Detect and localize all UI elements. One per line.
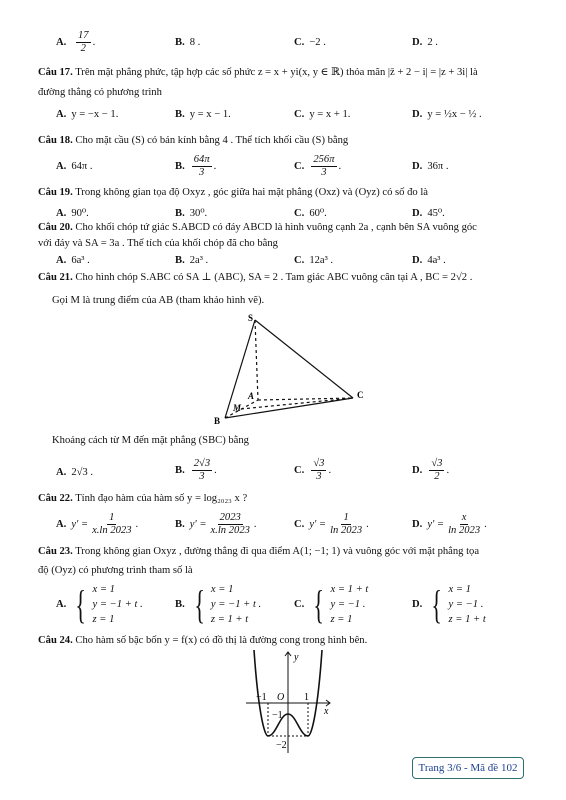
q22-option-a: A. y' = $\frac{1}{x.\ln 2023}$ . bbox=[56, 512, 139, 536]
q19-option-c: C. 60⁰. bbox=[294, 208, 327, 219]
page-footer: Trang 3/6 - Mã đề 102 bbox=[412, 757, 524, 779]
q22-text: Câu 22. Tính đạo hàm của hàm số y = log₂₀₂₃ x ? bbox=[38, 493, 248, 504]
q21-option-c: C. $\frac{√3}{3}$ . bbox=[294, 458, 332, 482]
q16-option-c: C. −2 . bbox=[294, 37, 326, 48]
label-c: C bbox=[357, 390, 364, 400]
q23-text-2: độ (Oyz) có phương trình tham số là bbox=[38, 565, 193, 576]
pyramid-figure bbox=[0, 308, 566, 438]
q16-option-d: D. 2 . bbox=[412, 37, 438, 48]
q18-option-d: D. 36π . bbox=[412, 161, 449, 172]
q22-option-b: B. y' = $\frac{2023}{x.\ln 2023}$ . bbox=[175, 512, 257, 536]
q19-option-a: A. 90⁰. bbox=[56, 208, 89, 219]
q24-text: Câu 24. Cho hàm số bậc bốn y = f(x) có đồ thị là đường cong trong hình bên. bbox=[38, 635, 368, 646]
label-m: M bbox=[233, 403, 242, 413]
q18-option-b: B. $\frac{64\pi}{3}$ . bbox=[175, 154, 217, 178]
label-s: S bbox=[248, 313, 254, 323]
q19-option-d: D. 45⁰. bbox=[412, 208, 445, 219]
q19-text: Câu 19. Trong không gian tọa độ Oxyz , góc giữa hai mặt phẳng (Oxz) và (Oyz) có số đo là bbox=[38, 187, 429, 198]
q23-option-a: A. { x = 1 y = −1 + t . z = 1 bbox=[56, 581, 143, 627]
q17-option-a: A. y = −x − 1. bbox=[56, 109, 119, 120]
graph-origin-label: O bbox=[277, 692, 285, 703]
graph-y-neg1-label: −1 bbox=[272, 710, 283, 721]
q18-option-c: C. $\frac{256\pi}{3}$ . bbox=[294, 154, 342, 178]
q17-text-2: đường thẳng có phương trình bbox=[38, 87, 162, 98]
q22-option-d: D. y' = $\frac{x}{\ln 2023}$ . bbox=[412, 512, 487, 536]
q23-option-b: B. { x = 1 y = −1 + t . z = 1 + t bbox=[175, 581, 262, 627]
label-b: B bbox=[214, 416, 221, 426]
graph-y-label: y bbox=[294, 652, 299, 663]
q18-text: Câu 18. Cho mặt cầu (S) có bán kính bằng 4 . Thể tích khối cầu (S) bằng bbox=[38, 135, 349, 146]
q21-option-d: D. $\frac{√3}{2}$ . bbox=[412, 458, 450, 482]
graph-y-neg2-label: −2 bbox=[276, 740, 287, 751]
q20-option-d: D. 4a³ . bbox=[412, 255, 446, 266]
q20-option-c: C. 12a³ . bbox=[294, 255, 334, 266]
q17-text: Câu 17. Trên mặt phẳng phức, tập hợp các số phức z = x + yi(x, y ∈ ℝ) thỏa mãn |z̄ + 2 − i| = |z + 3i| là bbox=[38, 67, 478, 78]
q16-option-a: A. $\frac{17}{2}$ . bbox=[56, 30, 96, 54]
graph-x-label: x bbox=[324, 706, 329, 717]
q21-text: Câu 21. Cho hình chóp S.ABC có SA ⊥ (ABC), SA = 2 . Tam giác ABC vuông cân tại A , BC = 2√2 . bbox=[38, 272, 473, 283]
q20-text: Câu 20. Cho khối chóp tứ giác S.ABCD có đáy ABCD là hình vuông cạnh 2a , cạnh bên SA vuông góc bbox=[38, 222, 477, 233]
q20-option-a: A. 6a³ . bbox=[56, 255, 90, 266]
q21-text-2: Gọi M là trung điểm của AB (tham khảo hình vẽ). bbox=[52, 295, 265, 306]
q16-option-b: B. 8 . bbox=[175, 37, 201, 48]
graph-pos1-label: 1 bbox=[304, 692, 309, 703]
q17-option-b: B. y = x − 1. bbox=[175, 109, 231, 120]
q22-option-c: C. y' = $\frac{1}{\ln 2023}$ . bbox=[294, 512, 369, 536]
graph-neg1-label: −1 bbox=[256, 692, 267, 703]
q17-option-d: D. y = ½x − ½ . bbox=[412, 109, 482, 120]
q20-option-b: B. 2a³ . bbox=[175, 255, 209, 266]
q23-option-d: D. { x = 1 y = −1 . z = 1 + t bbox=[412, 581, 486, 627]
q21-text-3: Khoảng cách từ M đến mặt phẳng (SBC) bằng bbox=[52, 435, 249, 446]
q23-option-c: C. { x = 1 + t y = −1 . z = 1 bbox=[294, 581, 369, 627]
label-a: A bbox=[248, 391, 255, 401]
q21-option-a: A. 2√3 . bbox=[56, 467, 94, 478]
q23-text: Câu 23. Trong không gian Oxyz , đường thẳng đi qua điểm A(1; −1; 1) và vuông góc với mặt phẳng tọa bbox=[38, 546, 480, 557]
q17-option-c: C. y = x + 1. bbox=[294, 109, 351, 120]
quartic-graph bbox=[238, 648, 338, 758]
q21-option-b: B. $\frac{2√3}{3}$ . bbox=[175, 458, 217, 482]
q18-option-a: A. 64π . bbox=[56, 161, 93, 172]
q19-option-b: B. 30⁰. bbox=[175, 208, 208, 219]
q20-text-2: với đáy và SA = 3a . Thể tích của khối chóp đã cho bằng bbox=[38, 238, 278, 249]
